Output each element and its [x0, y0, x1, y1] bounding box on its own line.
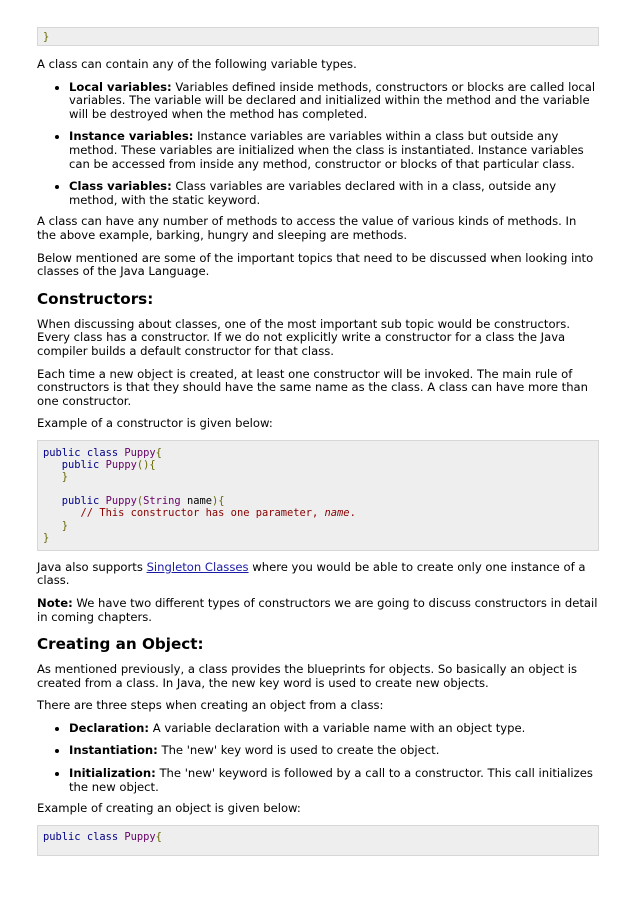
list-item	[69, 744, 599, 758]
creating-paragraph-2: There are three steps when creating an object from a class:	[37, 698, 384, 713]
constructor-example-intro: Example of a constructor is given below:	[37, 416, 273, 431]
list-item-term: Local variables:	[69, 79, 172, 94]
list-item	[69, 180, 599, 207]
list-item-term: Instantiation:	[69, 743, 158, 758]
code-block-fragment	[37, 27, 599, 46]
list-item	[69, 81, 599, 122]
creating-code-block: public class Puppy{	[37, 825, 599, 856]
list-item-term: Declaration:	[69, 720, 150, 735]
list-item-term: Instance variables:	[69, 129, 194, 144]
list-item	[69, 767, 599, 794]
code-brace-close: }	[43, 31, 50, 43]
list-item-desc: The 'new' keyword is followed by a call to a constructor. This call initializes the new object.	[69, 766, 593, 794]
constructor-code-block: public class Puppy{ public Puppy(){ } public Puppy(String name){ // This constructor has one parameter, name. } }	[37, 440, 599, 551]
creating-example-intro: Example of creating an object is given below:	[37, 801, 301, 816]
list-item-term: Class variables:	[69, 179, 172, 194]
creating-object-heading: Creating an Object:	[37, 635, 204, 654]
document-page	[37, 27, 599, 856]
note-paragraph: Note: We have two different types of constructors we are going to discuss constructors in detail in coming chapters.	[37, 595, 598, 624]
note-label: Note:	[37, 595, 73, 610]
list-item-term: Initialization:	[69, 766, 156, 781]
constructors-paragraph-2: Each time a new object is created, at least one constructor will be invoked. The main rule of constructors is that they should have the same name as the class. A class can have more than one constructor.	[37, 366, 589, 408]
constructors-heading: Constructors:	[37, 289, 154, 308]
list-item-desc: Variables defined inside methods, constructors or blocks are called local variables. The variable will be declared and initialized within the method and the variable will be destroyed when the method has completed.	[69, 79, 596, 121]
topics-paragraph: Below mentioned are some of the important topics that need to be discussed when looking into classes of the Java Language.	[37, 250, 594, 279]
list-item-desc: A variable declaration with a variable name with an object type.	[149, 720, 526, 735]
creation-steps-list	[37, 722, 599, 794]
variable-types-list	[37, 81, 599, 208]
list-item-desc: Instance variables are variables within a class but outside any method. These variables are initialized when the class is instantiated. Instance variables can be accessed from inside any method, constructor or blocks of that particular class.	[69, 129, 584, 171]
list-item-desc: Class variables are variables declared with in a class, outside any method, with the static keyword.	[69, 179, 557, 207]
list-item-desc: The 'new' key word is used to create the object.	[157, 743, 440, 758]
constructors-paragraph-1: When discussing about classes, one of the most important sub topic would be constructors. Every class has a constructor. If we do not explicitly write a constructor for a class the Java compiler builds a default constructor for that class.	[37, 316, 571, 358]
singleton-classes-link[interactable]: Singleton Classes	[146, 559, 249, 574]
creating-paragraph-1: As mentioned previously, a class provides the blueprints for objects. So basically an object is created from a class. In Java, the new key word is used to create new objects.	[37, 662, 578, 690]
intro-paragraph: A class can contain any of the following variable types.	[37, 57, 357, 72]
singleton-paragraph: Java also supports Singleton Classes where you would be able to create only one instance of a class.	[37, 559, 586, 588]
methods-paragraph: A class can have any number of methods to access the value of various kinds of methods. In the above example, barking, hungry and sleeping are methods.	[37, 214, 577, 243]
list-item	[69, 130, 599, 171]
list-item	[69, 722, 599, 736]
